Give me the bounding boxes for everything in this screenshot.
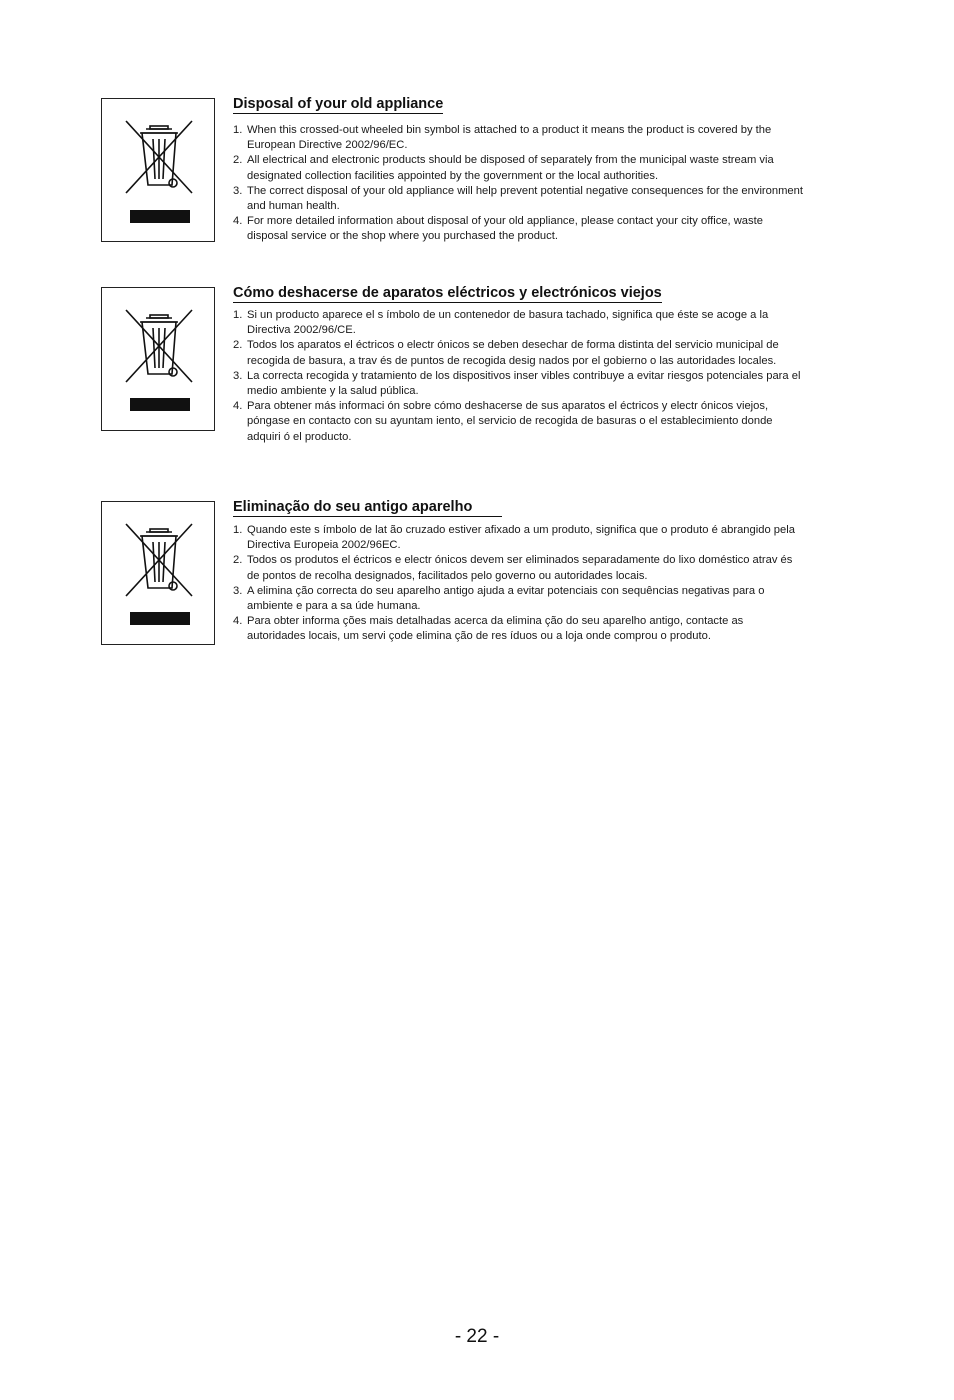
page-number: - 22 - [454, 1326, 500, 1347]
section-heading: Eliminação do seu antigo aparelho [233, 499, 502, 517]
item-text: Para obtener más informaci ón sobre cómo deshacerse de sus aparatos el éctricos y electr ónicos viejos, póngase en contacto con su ayuntam iento, el servicio de recogida de basuras o el establecimiento donde adquiri ó el producto. [247, 400, 773, 443]
weee-symbol-bar [130, 612, 190, 625]
crossed-out-wheeled-bin-icon [122, 306, 196, 386]
item-text: For more detailed information about disposal of your old appliance, please contact your city office, waste disposal service or the shop where you purchased the product. [247, 215, 763, 243]
item-text: Todos os produtos el éctricos e electr ónicos devem ser eliminados separadamente do lixo doméstico atrav és de pontos de recolha designados, facilitados pelo governo ou autoridades locais. [247, 554, 793, 582]
item-number: 4. [233, 615, 243, 628]
list-item [233, 308, 803, 338]
item-number: 3. [233, 584, 243, 597]
list-item [233, 153, 803, 183]
crossed-out-wheeled-bin-icon [122, 520, 196, 600]
item-text: A elimina ção correcta do seu aparelho antigo ajuda a evitar potenciais con sequências negativas para o ambiente e para a sa úde humana. [247, 584, 765, 613]
weee-symbol-bar [130, 398, 190, 411]
item-number: 4. [233, 215, 243, 228]
item-text: Para obter informa ções mais detalhadas acerca da elimina ção do seu aparelho antigo, contacte as autoridades locais, um servi çode elimina ção de res íduos ou a loja onde comprou o produto. [247, 615, 744, 643]
instruction-list [233, 308, 803, 445]
item-number: 2. [233, 554, 243, 567]
item-number: 1. [233, 309, 243, 321]
weee-symbol-bar [130, 210, 190, 223]
weee-symbol-box [101, 98, 215, 242]
item-text: All electrical and electronic products should be disposed of separately from the municipal waste stream via designated collection facilities appointed by the government or the local authorities. [247, 154, 774, 182]
list-item [233, 369, 803, 399]
item-number: 3. [233, 184, 243, 197]
list-item [233, 184, 803, 214]
item-number: 1. [233, 124, 243, 136]
item-number: 2. [233, 154, 243, 167]
item-number: 4. [233, 400, 243, 413]
list-item [233, 338, 803, 368]
list-item [233, 614, 803, 644]
list-item [233, 523, 803, 553]
list-item [233, 553, 803, 583]
instruction-list [233, 123, 803, 245]
instruction-list [233, 523, 803, 645]
list-item [233, 123, 803, 153]
item-text: Si un producto aparece el s ímbolo de un contenedor de basura tachado, significa que éste se acoge a la Directiva 2002/96/CE. [247, 309, 769, 337]
section-heading: Disposal of your old appliance [233, 96, 444, 112]
item-text: La correcta recogida y tratamiento de los dispositivos inser vibles contribuye a evitar riesgos potenciales para el medio ambiente y la salud pública. [247, 369, 801, 398]
item-number: 1. [233, 524, 243, 536]
item-text: When this crossed-out wheeled bin symbol is attached to a product it means the product is covered by the European Directive 2002/96/EC. [247, 124, 772, 152]
item-text: Todos los aparatos el éctricos o electr ónicos se deben desechar de forma distinta del servicio municipal de recogida de basura, a trav és de puntos de recogida desig nados por el gobierno o las autoridades locales. [247, 339, 779, 367]
item-text: Quando este s ímbolo de lat ão cruzado estiver afixado a um produto, significa que o produto é abrangido pela Directiva Europeia 2002/96EC. [247, 524, 795, 552]
crossed-out-wheeled-bin-icon [122, 117, 196, 197]
weee-symbol-box [101, 501, 215, 645]
section-heading: Cómo deshacerse de aparatos eléctricos y electrónicos viejos [233, 285, 662, 301]
list-item [233, 214, 803, 244]
item-number: 2. [233, 339, 243, 352]
item-text: The correct disposal of your old appliance will help prevent potential negative consequences for the environment and human health. [247, 184, 803, 213]
list-item [233, 584, 803, 614]
weee-symbol-box [101, 287, 215, 431]
item-number: 3. [233, 369, 243, 382]
list-item [233, 399, 803, 445]
